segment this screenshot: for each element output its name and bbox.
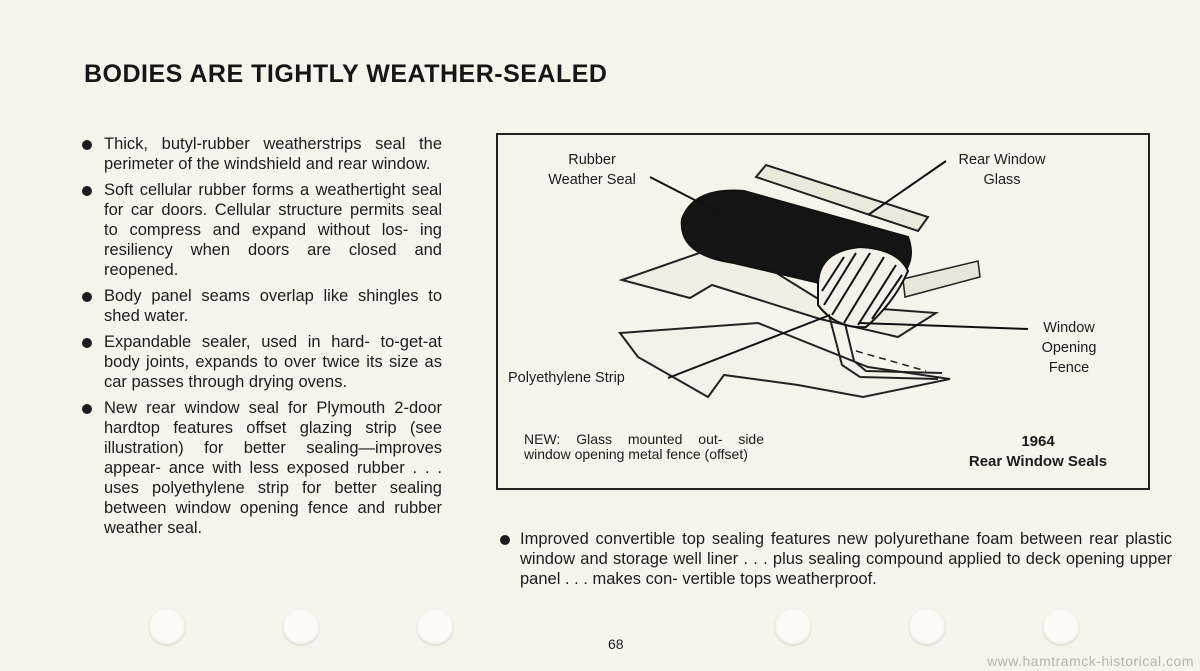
binder-hole (908, 608, 946, 646)
rear-window-seal-figure (496, 133, 1150, 490)
page-heading: BODIES ARE TIGHTLY WEATHER-SEALED (84, 60, 608, 88)
bullet-item (82, 180, 442, 280)
binder-hole (416, 608, 454, 646)
page-number: 68 (608, 636, 624, 652)
binder-hole (148, 608, 186, 646)
convertible-bullet (500, 529, 1172, 589)
binder-hole (1042, 608, 1080, 646)
bullet-text: Improved convertible top sealing features new polyurethane foam between rear plastic window and storage well liner . . . plus sealing compound applied to deck opening upper panel . . . makes con- vertible tops weatherproof. (520, 530, 1172, 588)
bullet-item (82, 332, 442, 392)
bullet-item (82, 134, 442, 174)
glass-edge-strip (903, 261, 980, 297)
bullet-dot-icon (82, 292, 92, 302)
feature-bullet-list (82, 134, 442, 544)
bullet-text: Thick, butyl-rubber weatherstrips seal the perimeter of the windshield and rear window. (104, 135, 442, 173)
bullet-dot-icon (82, 404, 92, 414)
label-window-opening-fence: Window Opening Fence (1041, 320, 1097, 376)
bullet-item (82, 286, 442, 326)
bullet-dot-icon (82, 338, 92, 348)
binder-hole (282, 608, 320, 646)
binder-hole (774, 608, 812, 646)
bullet-item (82, 398, 442, 538)
figure-note: NEW: Glass mounted out- side window opening metal fence (offset) (524, 431, 764, 462)
bullet-text: Soft cellular rubber forms a weathertight seal for car doors. Cellular structure permits seal to compress and expand without los- ing resiliency when doors are closed and reopened. (104, 181, 442, 279)
bullet-text: Body panel seams overlap like shingles to shed water. (104, 287, 442, 325)
label-polyethylene-strip: Polyethylene Strip (508, 370, 625, 386)
bullet-dot-icon (82, 186, 92, 196)
bullet-text: Expandable sealer, used in hard- to-get-at body joints, expands to over twice its size as car passes through drying ovens. (104, 333, 442, 391)
bullet-dot-icon (500, 535, 510, 545)
site-watermark: www.hamtramck-historical.com (987, 653, 1194, 669)
leader-rear-glass (868, 161, 946, 215)
bullet-dot-icon (82, 140, 92, 150)
figure-caption: 1964 Rear Window Seals (968, 433, 1108, 470)
label-rubber-weather-seal: Rubber Weather Seal (548, 152, 636, 188)
bullet-text: New rear window seal for Plymouth 2-door hardtop features offset glazing strip (see illustration) for better sealing—improves appear- ance with less exposed rubber . . . uses polyethylene strip for better sealing between window opening fence and rubber weather seal. (104, 399, 442, 537)
label-rear-window-glass: Rear Window Glass (958, 152, 1046, 188)
